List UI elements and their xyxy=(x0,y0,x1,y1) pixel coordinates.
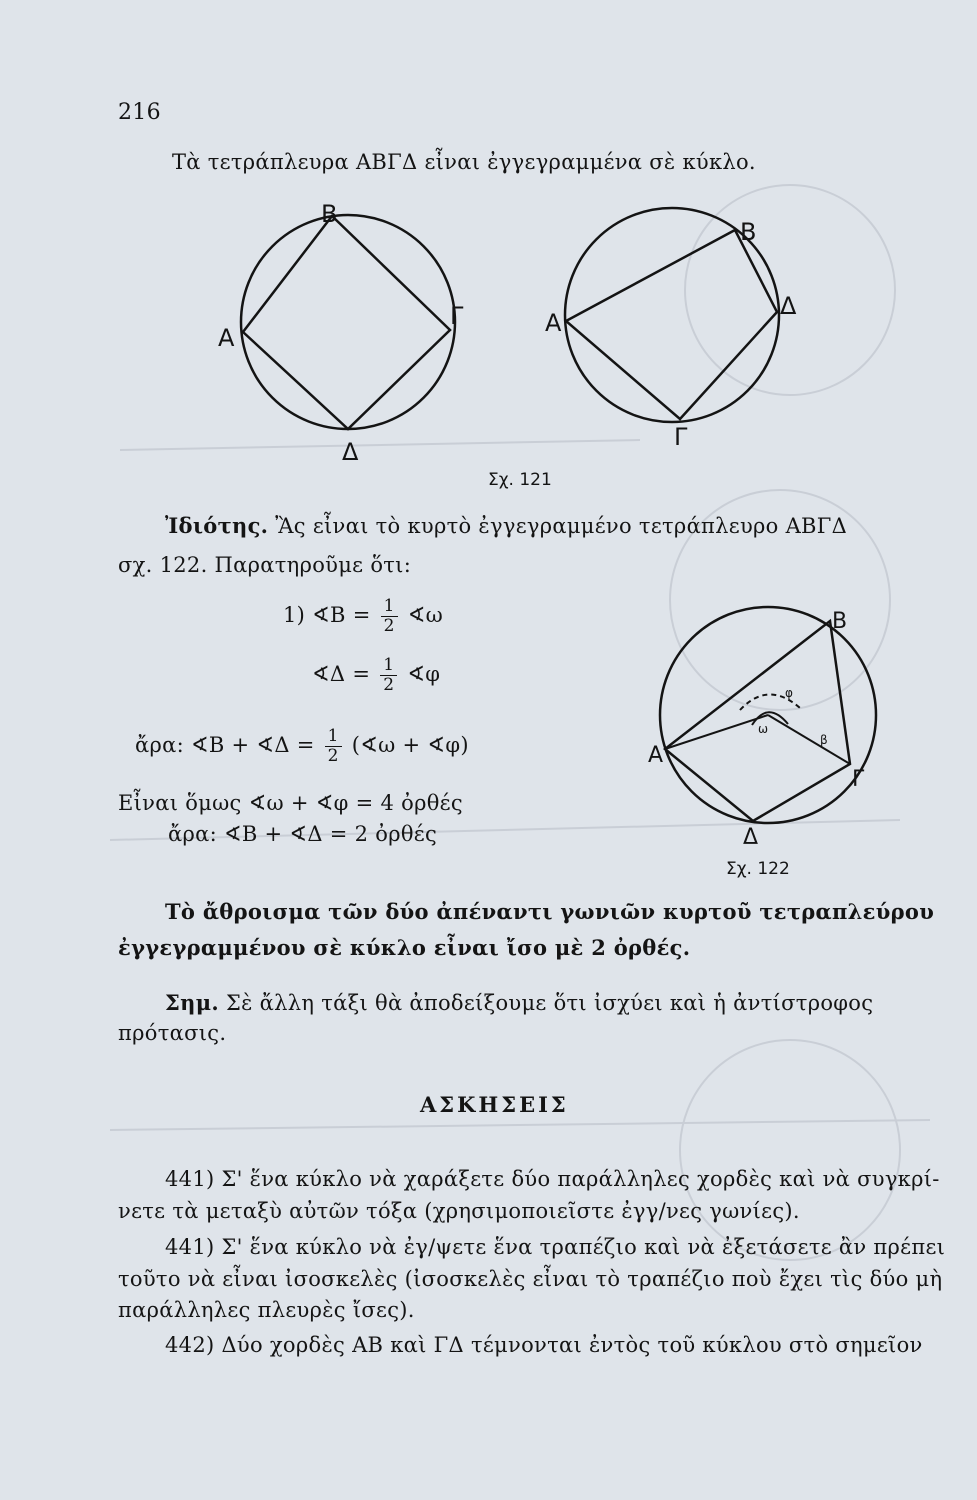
eq2-fraction xyxy=(380,656,397,695)
eq3-fraction xyxy=(325,727,342,766)
eq1-rhs: ∢ω xyxy=(407,603,444,627)
note-line-1 xyxy=(165,990,873,1015)
exercise-442-line-1: 442) Δύο χορδὲς ΑΒ καὶ ΓΔ τέμνονται ἐντὸς τοῦ κύκλου στὸ σημεῖον xyxy=(165,1333,923,1357)
intro-line: Τὰ τετράπλευρα ΑΒΓΔ εἶναι ἐγγεγραμμένα σὲ κύκλο. xyxy=(172,150,756,174)
equation-2 xyxy=(312,656,440,695)
fig121-left-circle xyxy=(241,215,455,429)
fig121-right-label-a: A xyxy=(545,309,562,337)
eq3-num: 1 xyxy=(325,727,342,747)
equation-3 xyxy=(135,727,469,766)
fig122-label-beta: β xyxy=(820,733,828,747)
property-line-1 xyxy=(165,513,847,538)
eq1-num: 1 xyxy=(381,597,398,617)
fig121-left-label-g: Γ xyxy=(450,302,464,330)
fig121-left-label-a: A xyxy=(218,324,235,352)
fig121-right-label-b: B xyxy=(740,218,757,246)
equation-5: ἄρα: ∢Β + ∢Δ = 2 ὀρθές xyxy=(168,822,438,846)
exercise-441b-line-3: παράλληλες πλευρὲς ἴσες). xyxy=(118,1298,415,1322)
fig121-right-label-d: Δ xyxy=(780,292,797,320)
fig122-label-phi: φ xyxy=(785,686,793,700)
equation-1 xyxy=(283,597,443,636)
exercise-441a-line-1: 441) Σ' ἕνα κύκλο νὰ χαράξετε δύο παράλληλες χορδὲς καὶ νὰ συγκρί- xyxy=(165,1167,940,1191)
fig121-left-label-b: B xyxy=(321,200,338,228)
note-label: Σημ. xyxy=(165,990,219,1015)
property-line-2: σχ. 122. Παρατηροῦμε ὅτι: xyxy=(118,553,412,577)
fig122-label-a: A xyxy=(648,743,664,768)
figure-121 xyxy=(210,200,810,500)
note-line-2: πρότασις. xyxy=(118,1021,227,1045)
fig122-caption: Σχ. 122 xyxy=(726,859,790,879)
eq1-lhs: 1) ∢Β = xyxy=(283,603,371,627)
fig121-right-label-g: Γ xyxy=(674,423,688,451)
eq3-lhs: ἄρα: ∢Β + ∢Δ = xyxy=(135,733,315,757)
eq1-fraction xyxy=(381,597,398,636)
eq3-den: 2 xyxy=(327,746,339,766)
equation-4: Εἶναι ὅμως ∢ω + ∢φ = 4 ὀρθές xyxy=(118,791,463,815)
page-number: 216 xyxy=(118,100,161,125)
fig122-label-b: B xyxy=(832,609,848,634)
eq3-rhs: (∢ω + ∢φ) xyxy=(351,733,469,757)
eq2-rhs: ∢φ xyxy=(407,662,441,686)
exercises-heading: ΑΣΚΗΣΕΙΣ xyxy=(420,1092,569,1117)
fig121-left-quadrilateral xyxy=(243,216,450,429)
eq2-num: 1 xyxy=(380,656,397,676)
exercise-441a-line-2: νετε τὰ μεταξὺ αὐτῶν τόξα (χρησιμοποιεῖστε ἐγγ/νες γωνίες). xyxy=(118,1199,800,1223)
property-label: Ἰδιότης. xyxy=(165,513,269,538)
theorem-line-2: ἐγγεγραμμένου σὲ κύκλο εἶναι ἴσο μὲ 2 ὀρθές. xyxy=(118,935,691,960)
figure-122 xyxy=(640,600,900,885)
fig122-label-d: Δ xyxy=(743,825,759,850)
fig122-label-omega: ω xyxy=(758,722,769,736)
fig121-caption: Σχ. 121 xyxy=(488,470,552,490)
fig122-radius-g xyxy=(768,715,850,764)
theorem-line-1: Τὸ ἄθροισμα τῶν δύο ἀπέναντι γωνιῶν κυρτοῦ τετραπλεύρου xyxy=(165,899,935,924)
eq1-den: 2 xyxy=(383,616,395,636)
exercise-441b-line-1: 441) Σ' ἕνα κύκλο νὰ ἐγ/ψετε ἕνα τραπέζιο καὶ νὰ ἐξετάσετε ἂν πρέπει xyxy=(165,1235,946,1259)
fig122-radius-a xyxy=(665,715,768,749)
exercise-441b-line-2: τοῦτο νὰ εἶναι ἰσοσκελὲς (ἰσοσκελὲς εἶναι τὸ τραπέζιο ποὺ ἔχει τὶς δύο μὴ xyxy=(118,1267,943,1291)
eq2-lhs: ∢Δ = xyxy=(312,662,371,686)
fig121-left-label-d: Δ xyxy=(342,438,359,466)
eq2-den: 2 xyxy=(383,675,395,695)
fig122-label-g: Γ xyxy=(852,767,865,792)
property-text-1: Ἂς εἶναι τὸ κυρτὸ ἐγγεγραμμένο τετράπλευρο ΑΒΓΔ xyxy=(275,514,848,538)
note-text-1: Σὲ ἄλλη τάξι θὰ ἀποδείξουμε ὅτι ἰσχύει καὶ ἡ ἀντίστροφος xyxy=(225,991,874,1015)
